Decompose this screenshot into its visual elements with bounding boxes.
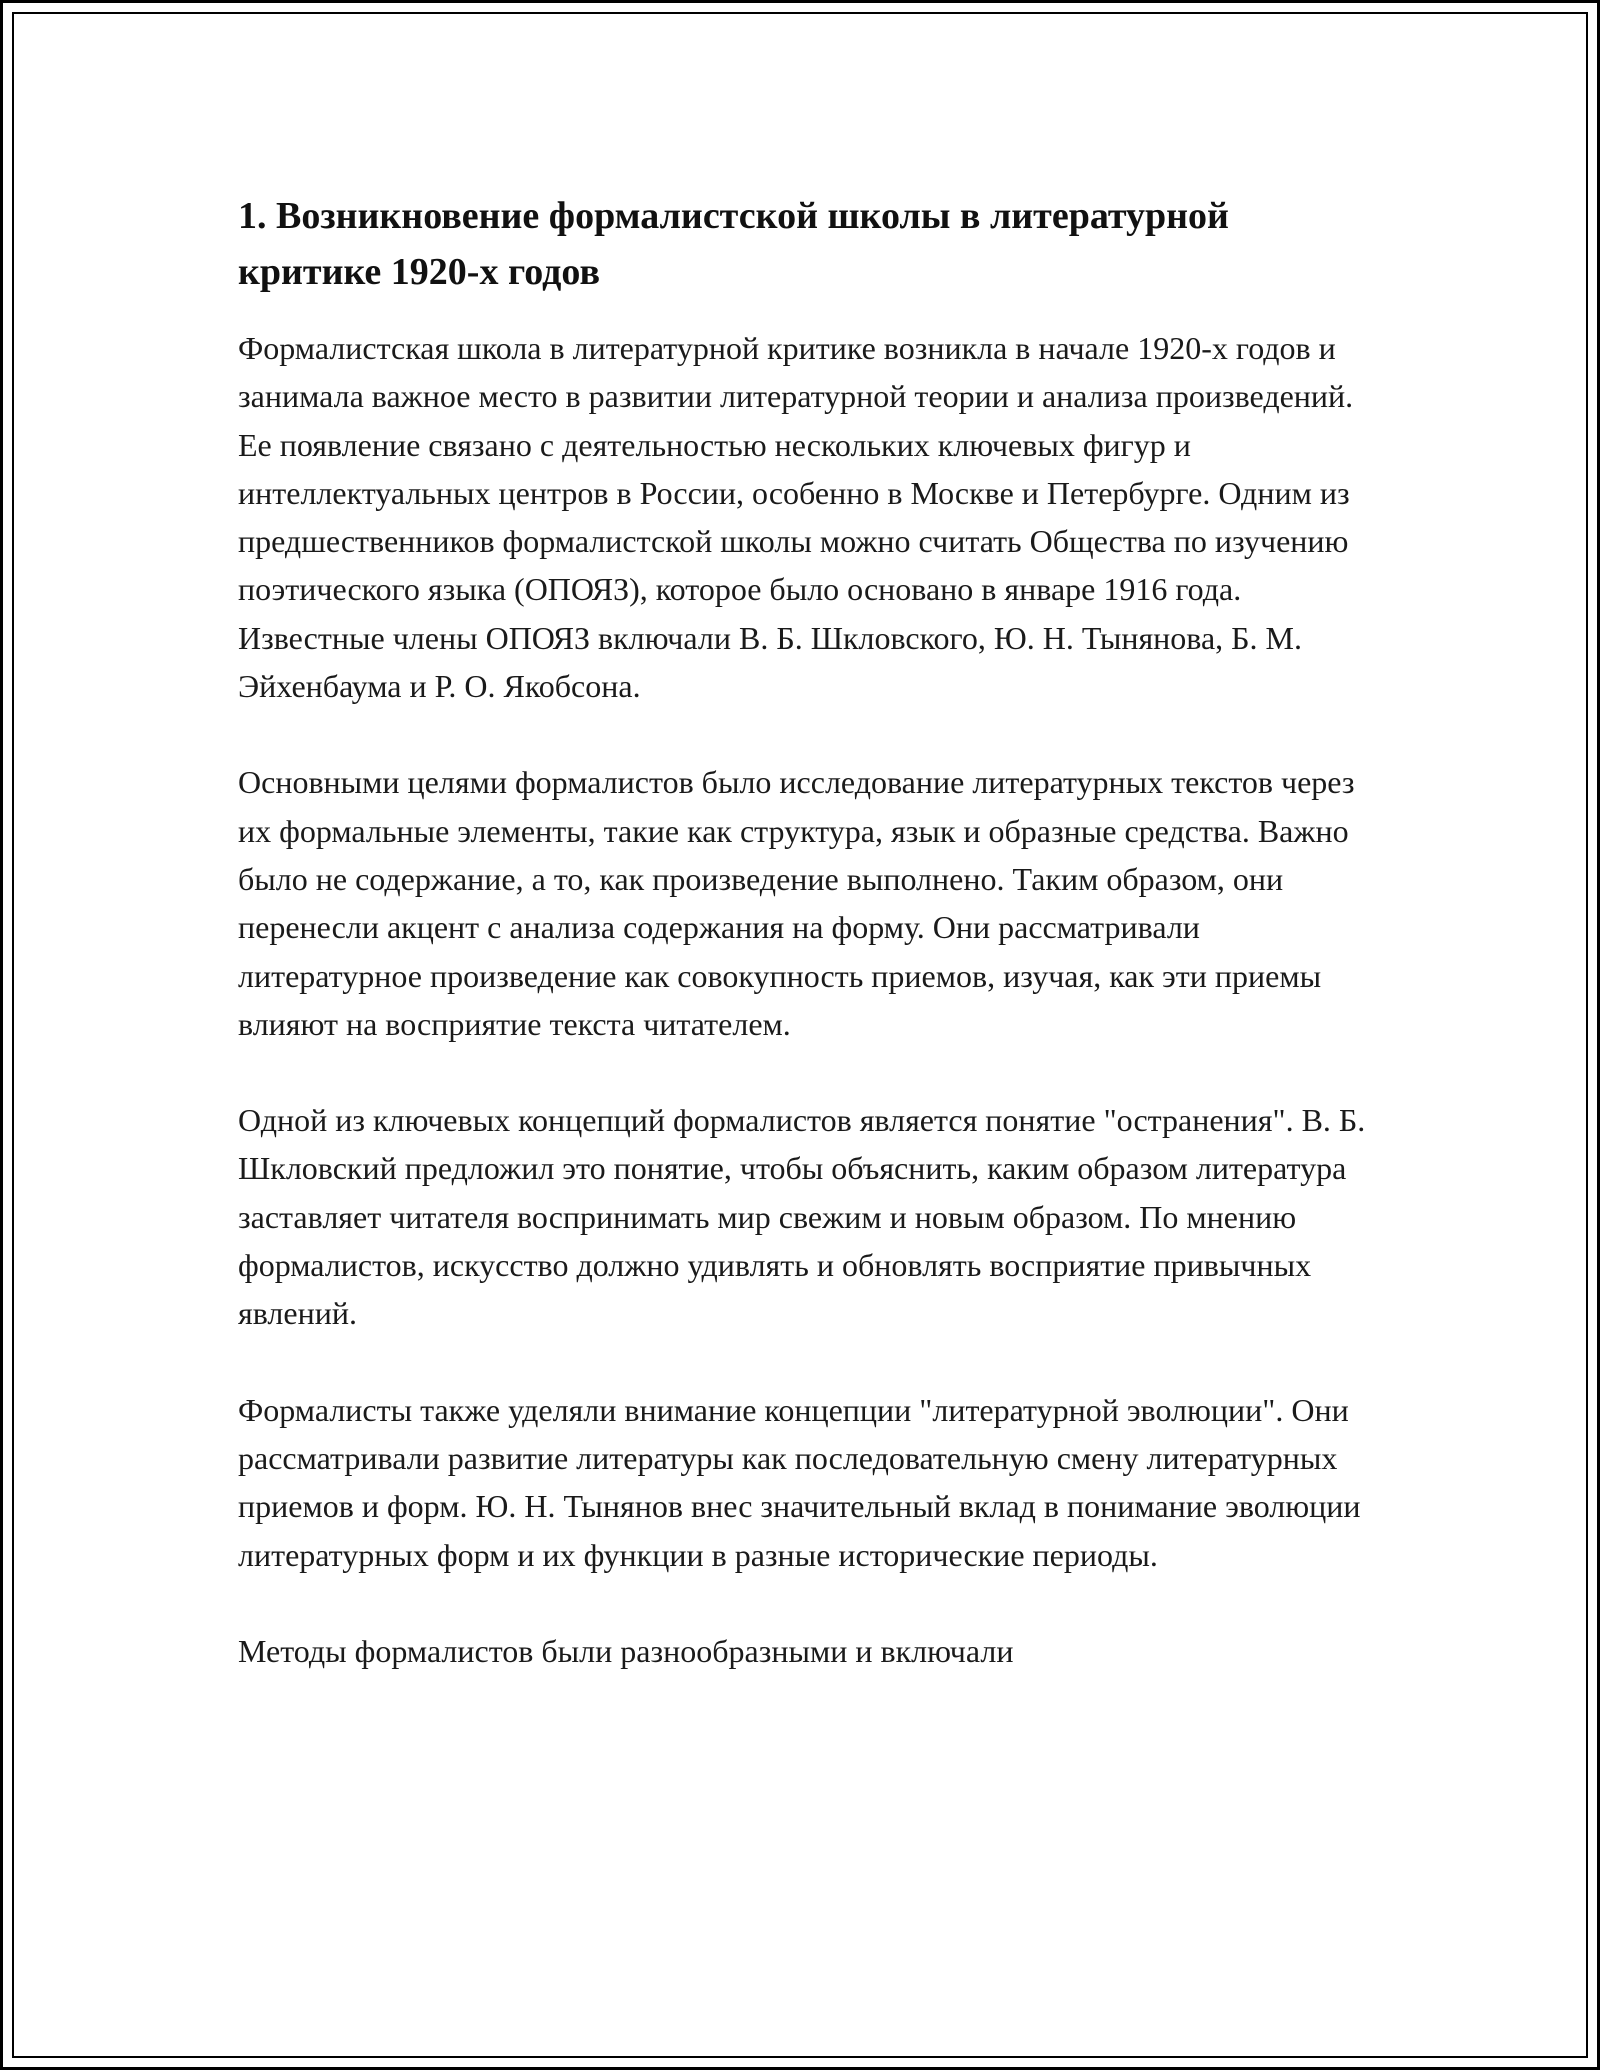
document-body — [238, 188, 1368, 1723]
paragraph-literary-evolution: Формалисты также уделяли внимание концепции "литературной эволюции". Они рассматривали развитие литературы как последовательную смену литературных приемов и форм. Ю. Н. Тынянов внес значительный вклад в понимание эволюции литературных форм и их функции в разные исторические периоды. — [238, 1391, 1361, 1573]
paragraph-goals-of-formalists: Основными целями формалистов было исследование литературных текстов через их формальные элементы, такие как структура, язык и образные средства. Важно было не содержание, а то, как произведение выполнено. Таким образом, они перенесли акцент с анализа содержания на форму. Они рассматривали литературное произведение как совокупность приемов, изучая, как эти приемы влияют на восприятие текста читателем. — [238, 764, 1355, 1042]
paragraph-defamiliarization: Одной из ключевых концепций формалистов является понятие "остранения". В. Б. Шкловский предложил это понятие, чтобы объяснить, каким образом литература заставляет читателя воспринимать мир свежим и новым образом. По мнению формалистов, искусство должно удивлять и обновлять восприятие привычных явлений. — [238, 1102, 1366, 1332]
paragraph-origin-of-school: Формалистская школа в литературной критике возникла в начале 1920-х годов и занимала важное место в развитии литературной теории и анализа произведений. Ее появление связано с деятельностью нескольких ключевых фигур и интеллектуальных центров в России, особенно в Москве и Петербурге. Одним из предшественников формалистской школы можно считать Общества по изучению поэтического языка (ОПОЯЗ), которое было основано в январе 1916 года. Известные члены ОПОЯЗ включали В. Б. Шкловского, Ю. Н. Тынянова, Б. М. Эйхенбаума и Р. О. Якобсона. — [238, 330, 1354, 705]
paragraph-methods: Методы формалистов были разнообразными и включали — [238, 1632, 1014, 1669]
section-title: 1. Возникновение формалистской школы в литературной критике 1920-х годов — [238, 195, 1229, 293]
